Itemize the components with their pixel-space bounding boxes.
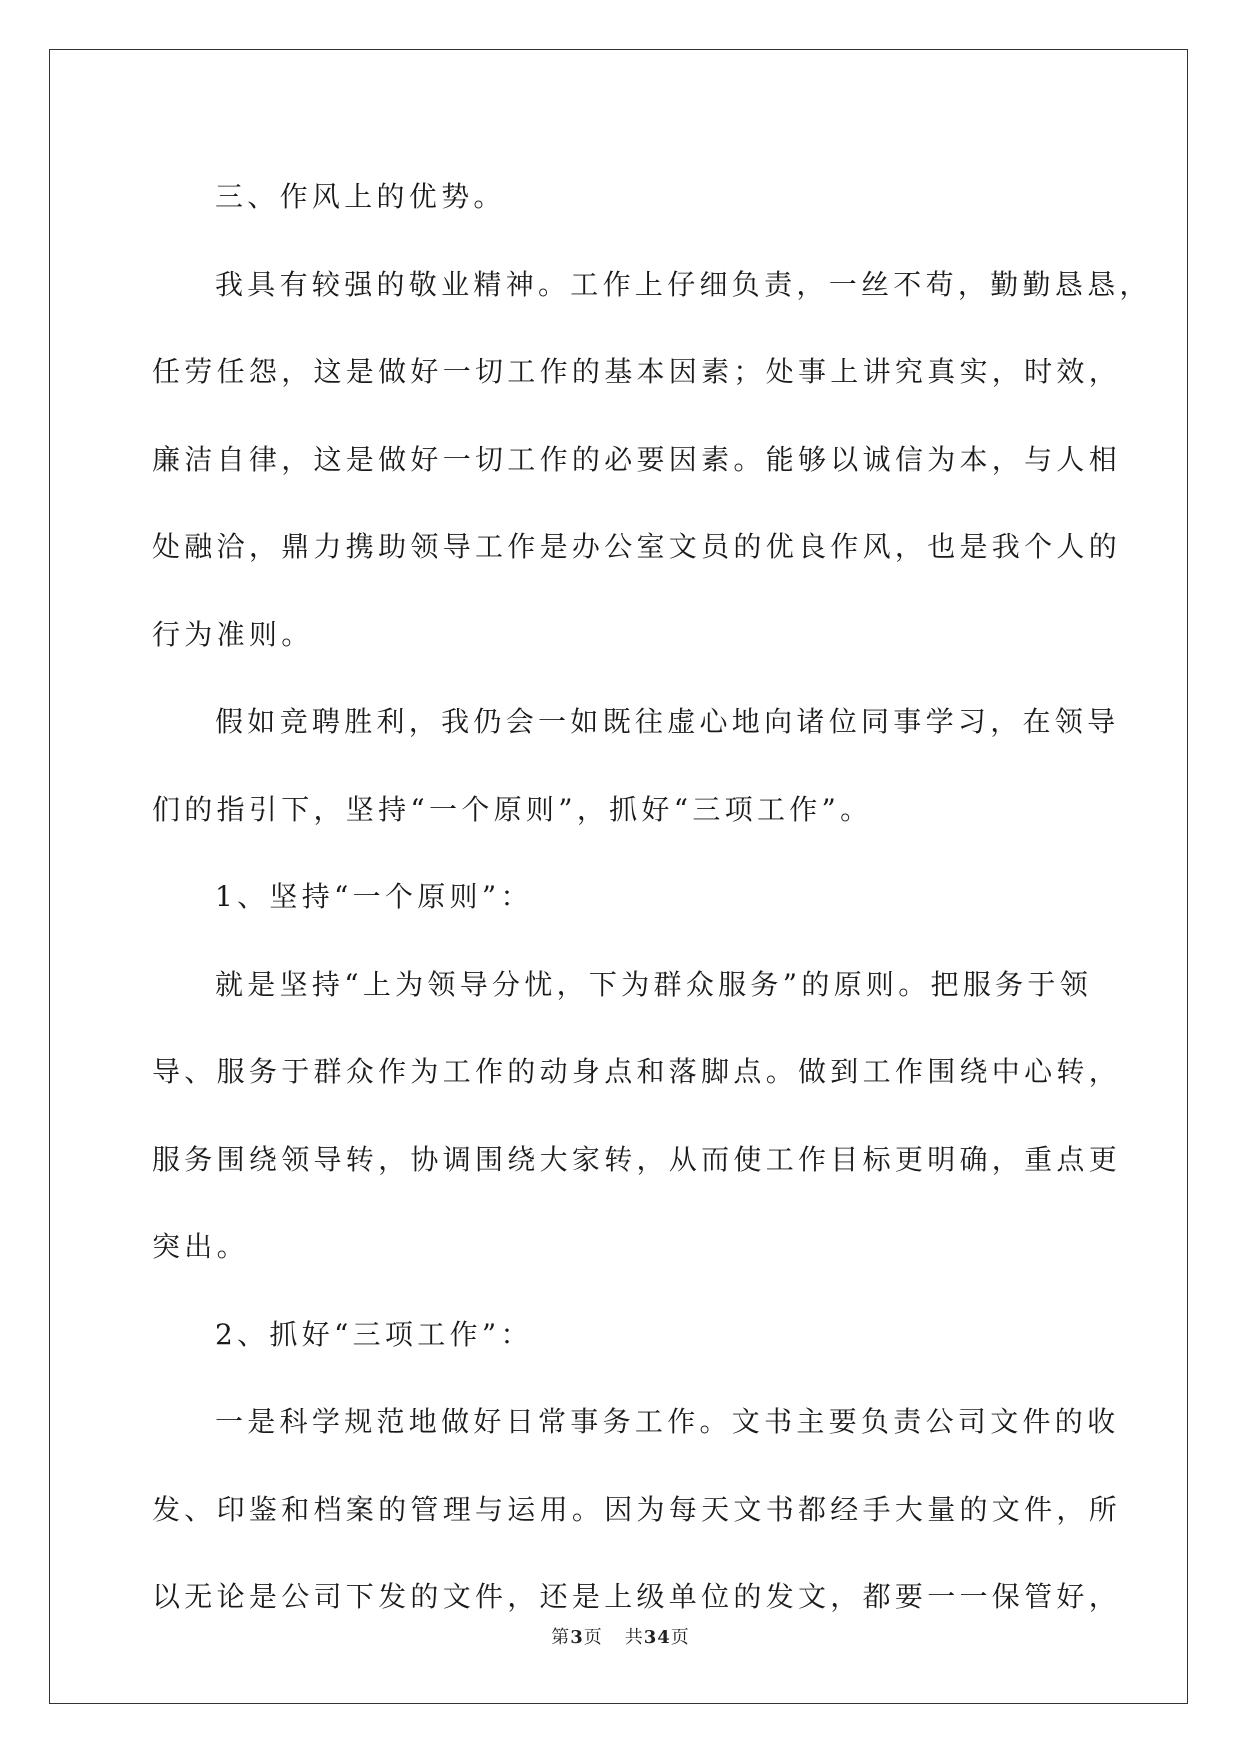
- footer-page-suffix: 页: [583, 1627, 603, 1648]
- text-line: 以无论是公司下发的文件，还是上级单位的发文，都要一一保管好，: [152, 1580, 1122, 1613]
- text-line: 突出。: [152, 1230, 249, 1263]
- paragraph-if-successful: [152, 678, 1120, 853]
- footer-prefix: 第: [551, 1627, 571, 1648]
- text-line: 我具有较强的敬业精神。工作上仔细负责，一丝不苟，勤勤恳恳，: [215, 267, 1152, 301]
- text-line: 导、服务于群众作为工作的动身点和落脚点。做到工作围绕中心转，: [152, 1055, 1122, 1088]
- footer-total-prefix: 共: [624, 1627, 644, 1648]
- text-line: 假如竞聘胜利，我仍会一如既往虚心地向诸位同事学习，在领导: [215, 705, 1120, 738]
- paragraph-work-style: [152, 241, 1152, 679]
- text-line: 1、坚持“一个原则”：: [215, 880, 533, 913]
- page-footer: [0, 1623, 1241, 1649]
- paragraph-one-principle-heading: [152, 853, 1092, 941]
- text-line: 处融洽，鼎力携助领导工作是办公室文员的优良作风，也是我个人的: [152, 530, 1122, 563]
- text-line: 服务围绕领导转，协调围绕大家转，从而使工作目标更明确，重点更: [152, 1142, 1122, 1176]
- paragraph-one-principle: [152, 941, 1122, 1291]
- text-line: 行为准则。: [152, 617, 314, 651]
- paragraph-three-tasks-heading: [152, 1291, 1092, 1379]
- document-body: [152, 153, 1152, 1641]
- text-line: 一是科学规范地做好日常事务工作。文书主要负责公司文件的收: [215, 1405, 1120, 1438]
- text-line: 发、印鉴和档案的管理与运用。因为每天文书都经手大量的文件，所: [152, 1492, 1122, 1526]
- text-line: 们的指引下，坚持“一个原则”，抓好“三项工作”。: [152, 792, 873, 826]
- paragraph-daily-affairs: [152, 1378, 1122, 1641]
- text-line: 廉洁自律，这是做好一切工作的必要因素。能够以诚信为本，与人相: [152, 442, 1122, 476]
- page-number: 3: [570, 1627, 584, 1648]
- text-line: 三、作风上的优势。: [215, 180, 506, 213]
- footer-total-suffix: 页: [670, 1627, 690, 1648]
- text-line: 就是坚持“上为领导分忧，下为群众服务”的原则。把服务于领: [215, 967, 1093, 1001]
- text-line: 2、抓好“三项工作”：: [215, 1317, 533, 1351]
- paragraph-heading-style: [152, 153, 1092, 241]
- text-line: 任劳任怨，这是做好一切工作的基本因素；处事上讲究真实，时效，: [152, 355, 1122, 388]
- total-pages: 34: [643, 1627, 671, 1648]
